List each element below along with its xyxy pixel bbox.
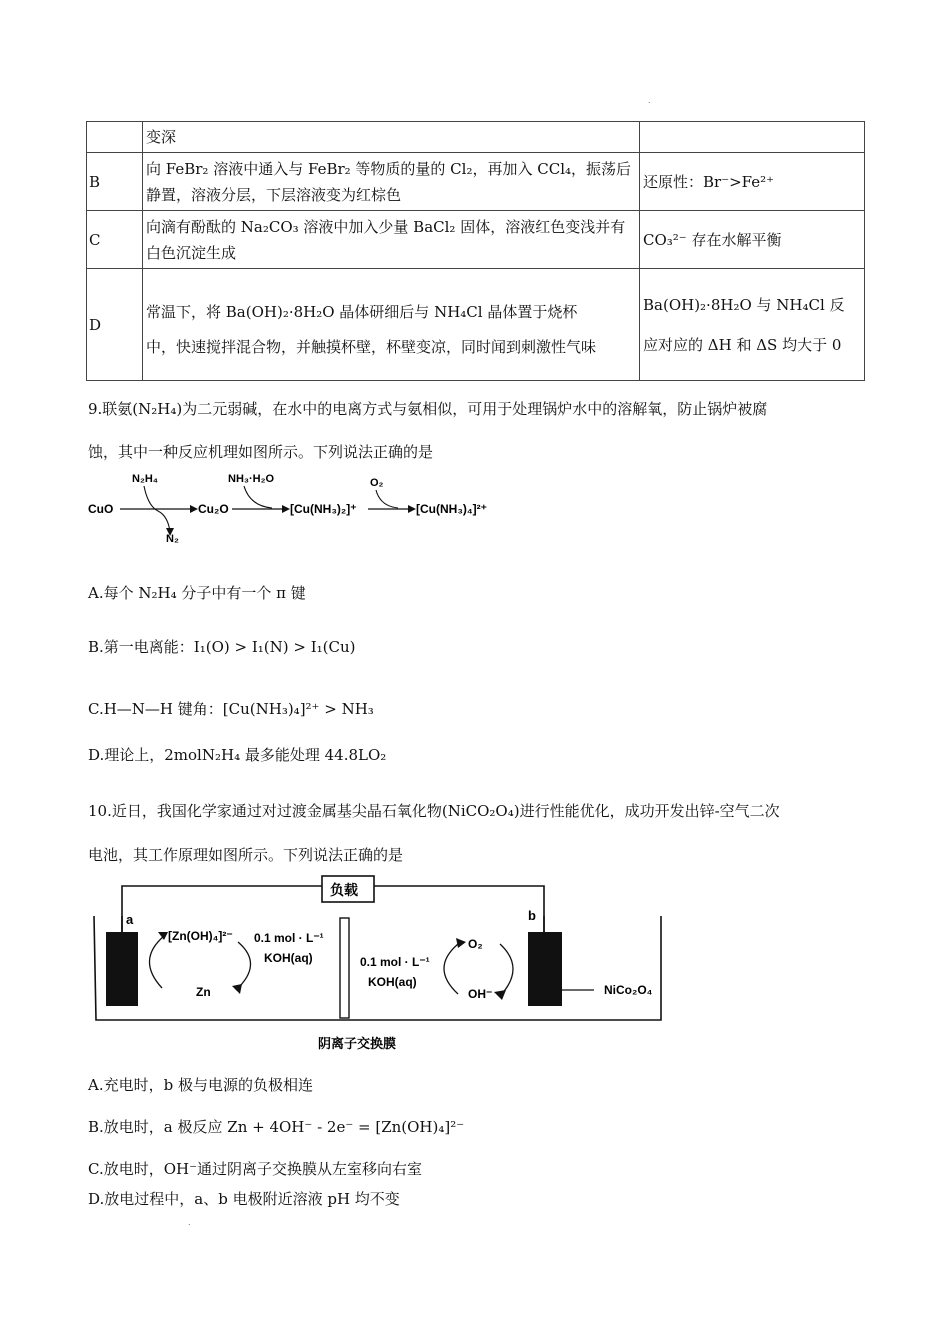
n2-label: N₂ — [166, 533, 179, 544]
q10-option-c: C.放电时，OH⁻通过阴离子交换膜从左室移向右室 — [88, 1160, 423, 1178]
row-d-content-line-1: 常温下，将 Ba(OH)₂·8H₂O 晶体研细后与 NH₄Cl 晶体置于烧杯 — [146, 302, 578, 321]
row-a-content: 变深 — [143, 122, 640, 153]
left-cycle-arrow-2 — [232, 984, 242, 994]
table-row — [87, 269, 865, 381]
arrow-1-head — [190, 505, 198, 513]
cu2o-label: Cu₂O — [198, 502, 229, 516]
complex2-label: [Cu(NH₃)₄]²⁺ — [416, 502, 487, 516]
q10-option-d: D.放电过程中，a、b 电极附近溶液 pH 均不变 — [88, 1190, 400, 1208]
q9-reaction-diagram — [86, 464, 506, 544]
right-koh-label: KOH(aq) — [368, 975, 417, 989]
q10-option-b: B.放电时，a 极反应 Zn + 4OH⁻ - 2e⁻ = [Zn(OH)₄]²⁻ — [88, 1118, 465, 1136]
q10-stem-line-2: 电池，其工作原理如图所示。下列说法正确的是 — [88, 846, 404, 864]
left-cycle-arrow-1 — [158, 932, 168, 940]
q9-option-d: D.理论上，2molN₂H₄ 最多能处理 44.8LO₂ — [88, 746, 387, 764]
oh-label: OH⁻ — [468, 987, 493, 1001]
row-d-conclusion — [640, 269, 865, 381]
electrode-b — [528, 932, 562, 1006]
q9-stem-line-2: 蚀，其中一种反应机理如图所示。下列说法正确的是 — [88, 443, 434, 461]
electrode-a-label: a — [126, 912, 134, 927]
right-cycle-arrow-2 — [494, 990, 506, 1000]
right-cycle-arrow-1 — [456, 938, 466, 948]
left-koh-label: KOH(aq) — [264, 951, 313, 965]
circuit-wire-right — [374, 886, 544, 934]
right-conc-label: 0.1 mol · L⁻¹ — [360, 955, 430, 969]
q9-option-c: C.H—N—H 键角：[Cu(NH₃)₄]²⁺ > NH₃ — [88, 700, 374, 718]
nh3h2o-label: NH₃·H₂O — [228, 473, 275, 485]
row-label-empty — [87, 122, 143, 153]
nico2o4-label: NiCo₂O₄ — [604, 983, 653, 997]
arrow-2-head — [282, 505, 290, 513]
row-c-label: C — [87, 211, 143, 269]
electrode-a — [106, 932, 138, 1006]
arrow-3-head — [408, 505, 416, 513]
zincate-label: [Zn(OH)₄]²⁻ — [168, 929, 233, 943]
table-row — [87, 211, 865, 269]
row-c-content: 向滴有酚酞的 Na₂CO₃ 溶液中加入少量 BaCl₂ 固体，溶液红色变浅并有白色沉淀生成 — [143, 211, 640, 269]
nh3h2o-curve — [244, 486, 272, 508]
cuo-label: CuO — [88, 502, 114, 516]
row-d-conclusion-line-1: Ba(OH)₂·8H₂O 与 NH₄Cl 反 — [643, 295, 845, 314]
row-a-conclusion — [640, 122, 865, 153]
zn-label: Zn — [196, 985, 211, 999]
right-cycle-arc-1 — [444, 944, 458, 994]
row-d-content-line-2: 中，快速搅拌混合物，并触摸杯壁，杯壁变凉，同时闻到刺激性气味 — [146, 337, 597, 356]
page-mark-top: . — [648, 96, 651, 105]
circuit-wire — [122, 886, 322, 934]
table-row — [87, 153, 865, 211]
q9-option-b: B.第一电离能：I₁(O) > I₁(N) > I₁(Cu) — [88, 638, 356, 656]
q9-option-a: A.每个 N₂H₄ 分子中有一个 π 键 — [88, 584, 306, 602]
row-d-label: D — [87, 269, 143, 381]
o2-curve — [376, 490, 398, 508]
o2-right-label: O₂ — [468, 937, 483, 951]
membrane — [340, 918, 349, 1018]
q10-option-a: A.充电时，b 极与电源的负极相连 — [88, 1076, 313, 1094]
left-cycle-arc-1 — [149, 936, 164, 988]
o2-label: O₂ — [370, 477, 384, 489]
table-row — [87, 122, 865, 153]
row-d-conclusion-line-2: 应对应的 ΔH 和 ΔS 均大于 0 — [643, 335, 842, 354]
row-d-content — [143, 269, 640, 381]
membrane-label: 阴离子交换膜 — [318, 1036, 397, 1051]
experiment-table — [86, 121, 865, 381]
row-c-conclusion: CO₃²⁻ 存在水解平衡 — [640, 211, 865, 269]
q9-stem-line-1: 9.联氨(N₂H₄)为二元弱碱，在水中的电离方式与氨相似，可用于处理锅炉水中的溶解氧，防止锅炉被腐 — [88, 400, 768, 418]
row-b-content: 向 FeBr₂ 溶液中通入与 FeBr₂ 等物质的量的 Cl₂，再加入 CCl₄，振荡后静置，溶液分层，下层溶液变为红棕色 — [143, 153, 640, 211]
row-b-conclusion: 还原性：Br⁻>Fe²⁺ — [640, 153, 865, 211]
electrode-b-label: b — [528, 908, 536, 923]
complex1-label: [Cu(NH₃)₂]⁺ — [290, 502, 357, 516]
load-label: 负载 — [330, 882, 358, 898]
right-cycle-arc-2 — [500, 944, 513, 996]
row-b-label: B — [87, 153, 143, 211]
q10-battery-diagram — [86, 872, 686, 1060]
left-cycle-arc-2 — [236, 942, 251, 990]
page-mark-bottom: . — [188, 1218, 191, 1227]
left-conc-label: 0.1 mol · L⁻¹ — [254, 931, 324, 945]
q10-stem-line-1: 10.近日，我国化学家通过对过渡金属基尖晶石氧化物(NiCO₂O₄)进行性能优化，成功开发出锌-空气二次 — [88, 802, 780, 820]
n2h4-label: N₂H₄ — [132, 473, 159, 485]
